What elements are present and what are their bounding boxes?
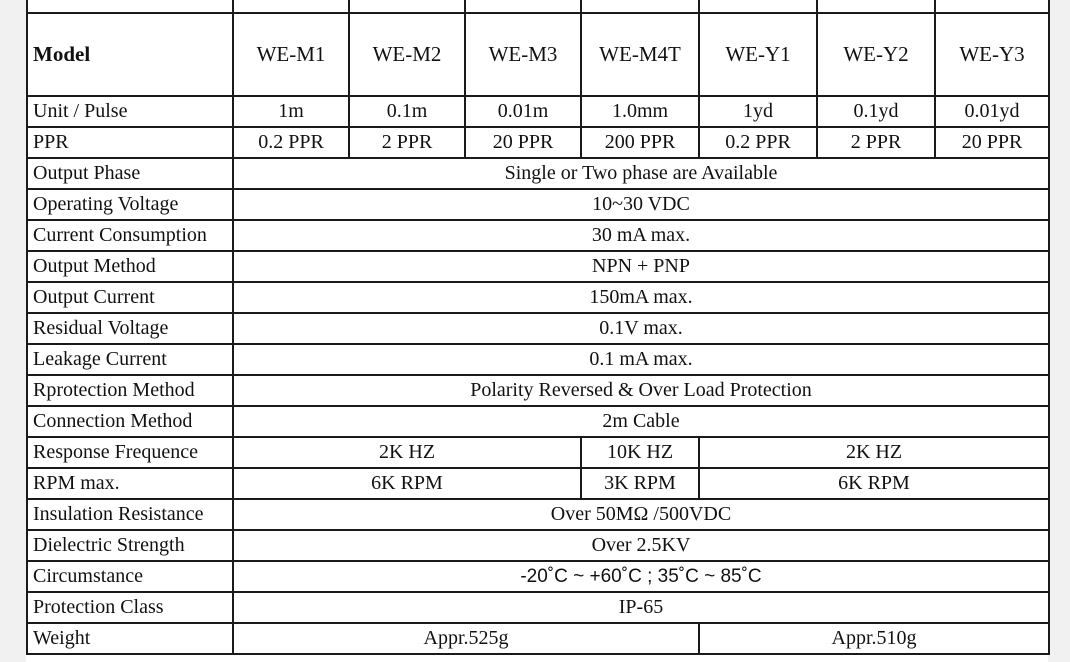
model-name: WE-Y2 xyxy=(817,13,935,96)
table-cell: 150mA max. xyxy=(233,282,1049,313)
table-cell: 20 PPR xyxy=(465,127,581,158)
row-label: Residual Voltage xyxy=(27,313,233,344)
table-cell: 0.1V max. xyxy=(233,313,1049,344)
unit-pulse-row xyxy=(27,96,1049,127)
connection-method-row xyxy=(27,406,1049,437)
weight-row xyxy=(27,623,1049,654)
table-cell: 0.1m xyxy=(349,96,465,127)
model-name: WE-M1 xyxy=(233,13,349,96)
table-cell: 2m Cable xyxy=(233,406,1049,437)
model-name: WE-Y1 xyxy=(699,13,817,96)
table-cell: 1.0mm xyxy=(581,96,699,127)
row-label: Output Method xyxy=(27,251,233,282)
dielectric-strength-row xyxy=(27,530,1049,561)
table-cell xyxy=(349,0,465,13)
row-label: Circumstance xyxy=(27,561,233,592)
leakage-current-row xyxy=(27,344,1049,375)
protection-class-row xyxy=(27,592,1049,623)
protection-method-row xyxy=(27,375,1049,406)
table-cell: 0.01m xyxy=(465,96,581,127)
operating-voltage-row xyxy=(27,189,1049,220)
table-cell: Appr.525g xyxy=(233,623,699,654)
model-header-row xyxy=(27,13,1049,96)
row-label: Insulation Resistance xyxy=(27,499,233,530)
insulation-resistance-row xyxy=(27,499,1049,530)
row-label: Current Consumption xyxy=(27,220,233,251)
table-cell: Appr.510g xyxy=(699,623,1049,654)
model-name: WE-M4T xyxy=(581,13,699,96)
row-label: RPM max. xyxy=(27,468,233,499)
row-label: Leakage Current xyxy=(27,344,233,375)
output-current-row xyxy=(27,282,1049,313)
row-label: Response Frequence xyxy=(27,437,233,468)
table-cell: Polarity Reversed & Over Load Protection xyxy=(233,375,1049,406)
model-name: WE-M3 xyxy=(465,13,581,96)
table-cell: 6K RPM xyxy=(233,468,581,499)
row-label: Rprotection Method xyxy=(27,375,233,406)
row-label: Dielectric Strength xyxy=(27,530,233,561)
table-cell: -20˚C ~ +60˚C ; 35˚C ~ 85˚C xyxy=(233,561,1049,592)
circumstance-row xyxy=(27,561,1049,592)
table-cell xyxy=(581,0,699,13)
specification-table xyxy=(26,0,1050,655)
table-cell: Over 50MΩ /500VDC xyxy=(233,499,1049,530)
row-label: Operating Voltage xyxy=(27,189,233,220)
output-method-row xyxy=(27,251,1049,282)
table-cell: 0.1yd xyxy=(817,96,935,127)
row-label: PPR xyxy=(27,127,233,158)
table-cell xyxy=(699,0,817,13)
current-consumption-row xyxy=(27,220,1049,251)
table-cell xyxy=(465,0,581,13)
table-cell xyxy=(27,0,233,13)
table-cell: 2 PPR xyxy=(817,127,935,158)
response-frequence-row xyxy=(27,437,1049,468)
table-cell xyxy=(817,0,935,13)
table-cell: 0.2 PPR xyxy=(233,127,349,158)
table-cell xyxy=(233,0,349,13)
table-cell: NPN + PNP xyxy=(233,251,1049,282)
table-top-edge-row xyxy=(27,0,1049,13)
table-cell: 1yd xyxy=(699,96,817,127)
table-cell: 2K HZ xyxy=(233,437,581,468)
row-label: Output Current xyxy=(27,282,233,313)
table-cell: 2K HZ xyxy=(699,437,1049,468)
row-label: Output Phase xyxy=(27,158,233,189)
row-label: Connection Method xyxy=(27,406,233,437)
table-cell: 1m xyxy=(233,96,349,127)
model-label: Model xyxy=(27,13,233,96)
row-label: Protection Class xyxy=(27,592,233,623)
table-cell: 0.1 mA max. xyxy=(233,344,1049,375)
row-label: Unit / Pulse xyxy=(27,96,233,127)
table-cell: Over 2.5KV xyxy=(233,530,1049,561)
table-cell xyxy=(935,0,1049,13)
table-cell: 2 PPR xyxy=(349,127,465,158)
ppr-row xyxy=(27,127,1049,158)
rpm-max-row xyxy=(27,468,1049,499)
table-cell: IP-65 xyxy=(233,592,1049,623)
table-cell: 10K HZ xyxy=(581,437,699,468)
residual-voltage-row xyxy=(27,313,1049,344)
table-cell: 3K RPM xyxy=(581,468,699,499)
row-label: Weight xyxy=(27,623,233,654)
model-name: WE-Y3 xyxy=(935,13,1049,96)
model-name: WE-M2 xyxy=(349,13,465,96)
table-cell: 0.01yd xyxy=(935,96,1049,127)
table-cell: Single or Two phase are Available xyxy=(233,158,1049,189)
table-cell: 20 PPR xyxy=(935,127,1049,158)
table-cell: 0.2 PPR xyxy=(699,127,817,158)
table-cell: 30 mA max. xyxy=(233,220,1049,251)
table-cell: 6K RPM xyxy=(699,468,1049,499)
output-phase-row xyxy=(27,158,1049,189)
table-cell: 10~30 VDC xyxy=(233,189,1049,220)
table-cell: 200 PPR xyxy=(581,127,699,158)
